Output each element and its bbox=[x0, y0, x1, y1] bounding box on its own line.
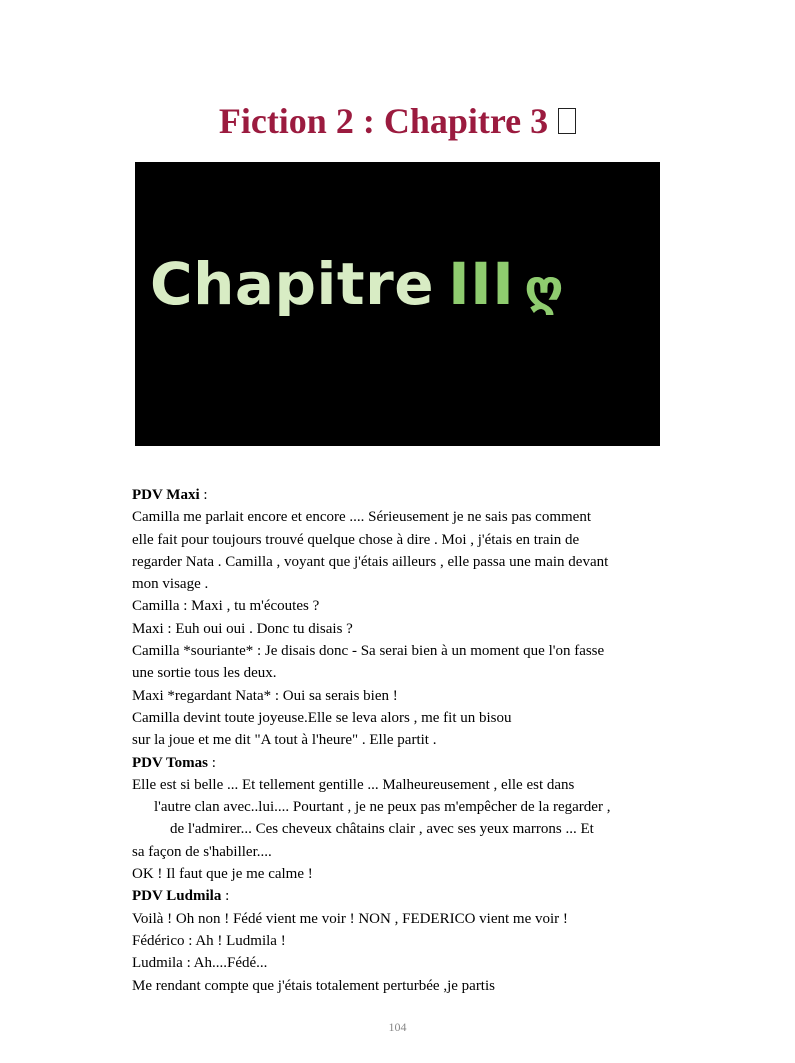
text-line: OK ! Il faut que je me calme ! bbox=[132, 866, 313, 883]
text-line bbox=[132, 885, 672, 907]
page-number: 104 bbox=[388, 1020, 407, 1034]
text-line bbox=[132, 752, 672, 774]
text-line: regarder Nata . Camilla , voyant que j'étais ailleurs , elle passa une main devant bbox=[132, 553, 609, 570]
text-line: sur la joue et me dit "A tout à l'heure" . Elle partit . bbox=[132, 732, 437, 749]
page-title bbox=[0, 100, 795, 142]
text-line: mon visage . bbox=[132, 576, 209, 593]
text-line bbox=[132, 484, 672, 506]
text-line: Maxi *regardant Nata* : Oui sa serais bien ! bbox=[132, 687, 398, 704]
text-line: Elle est si belle ... Et tellement gentille ... Malheureusement , elle est dans bbox=[132, 776, 575, 793]
text-line: sa façon de s'habiller.... bbox=[132, 843, 272, 860]
banner-word-roman-numeral: III bbox=[448, 250, 515, 318]
banner-text bbox=[150, 250, 564, 318]
text-line: une sortie tous les deux. bbox=[132, 665, 277, 682]
banner-word-chapitre: Chapitre bbox=[150, 250, 435, 318]
line-text: : bbox=[208, 754, 216, 771]
text-line: Camilla me parlait encore et encore .... Sérieusement je ne sais pas comment bbox=[132, 509, 591, 526]
text-line: l'autre clan avec..lui.... Pourtant , je ne peux pas m'empêcher de la regarder , bbox=[154, 799, 611, 816]
chapter-banner-image bbox=[135, 162, 660, 446]
text-line: Camilla *souriante* : Je disais donc - Sa serai bien à un moment que l'on fasse bbox=[132, 643, 605, 660]
line-text: : bbox=[199, 487, 208, 503]
missing-glyph-box bbox=[558, 108, 576, 134]
pov-heading: PDV Tomas bbox=[132, 754, 208, 771]
text-line: elle fait pour toujours trouvé quelque chose à dire . Moi , j'étais en train de bbox=[132, 531, 580, 548]
heart-symbol-icon: ღ bbox=[524, 260, 564, 316]
text-line: Camilla : Maxi , tu m'écoutes ? bbox=[132, 598, 320, 615]
text-line: Voilà ! Oh non ! Fédé vient me voir ! NON , FEDERICO vient me voir ! bbox=[132, 910, 568, 927]
pov-heading: PDV Ludmila bbox=[132, 888, 222, 905]
pov-heading: PDV Maxi bbox=[132, 487, 200, 503]
text-line: Me rendant compte que j'étais totalement perturbée ,je partis bbox=[132, 977, 495, 994]
story-text bbox=[132, 484, 672, 997]
text-line: Maxi : Euh oui oui . Donc tu disais ? bbox=[132, 620, 353, 637]
title-text: Fiction 2 : Chapitre 3 bbox=[218, 101, 549, 141]
text-line: de l'admirer... Ces cheveux châtains clair , avec ses yeux marrons ... Et bbox=[170, 821, 594, 838]
text-line: Fédérico : Ah ! Ludmila ! bbox=[132, 932, 286, 949]
text-line: Ludmila : Ah....Fédé... bbox=[132, 955, 268, 972]
line-text: : bbox=[221, 888, 230, 905]
text-line: Camilla devint toute joyeuse.Elle se leva alors , me fit un bisou bbox=[132, 709, 512, 726]
